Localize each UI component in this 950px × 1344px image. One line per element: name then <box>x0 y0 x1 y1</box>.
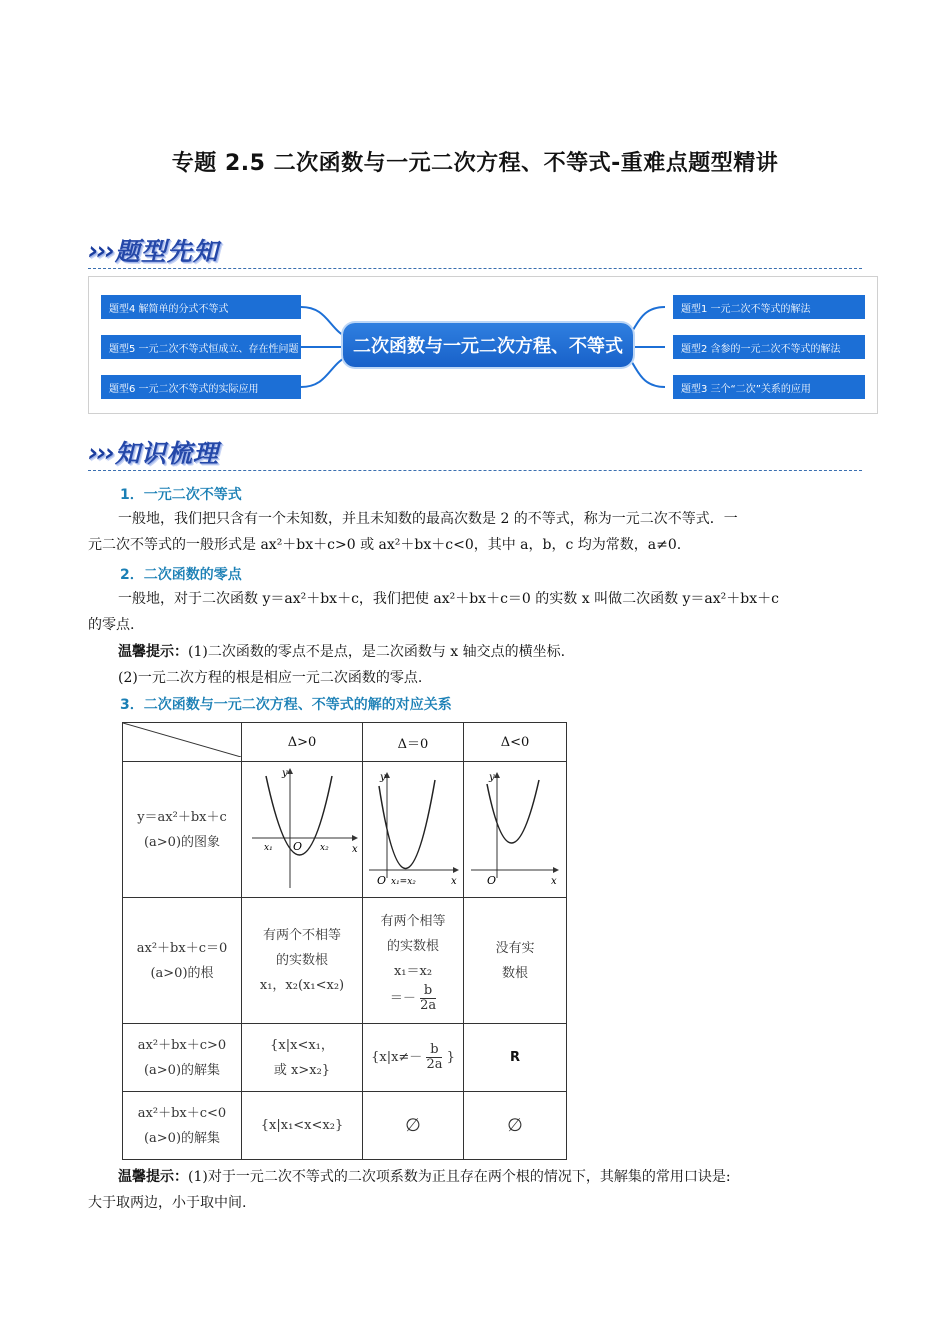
cell-line: 没有实 <box>495 940 535 956</box>
mind-map-node: 题型4 解简单的分式不等式 <box>101 295 301 319</box>
header-cell: Δ<0 <box>464 723 567 762</box>
root-label: x₁ <box>264 842 273 853</box>
mind-map <box>88 276 878 414</box>
tip <box>118 641 565 661</box>
relation-table <box>122 722 567 1160</box>
label-line: ax²＋bx＋c>0 <box>137 1037 227 1053</box>
cell-line <box>363 984 463 1013</box>
section-banner-knowledge <box>88 432 219 472</box>
divider <box>88 470 862 471</box>
label-line: (a>0)的根 <box>150 965 214 981</box>
mind-map-node: 题型5 一元二次不等式恒成立、存在性问题 <box>101 335 301 359</box>
origin-label: O <box>293 839 303 853</box>
banner-arrows: ››› <box>88 437 113 467</box>
mind-map-node: 题型1 一元二次不等式的解法 <box>673 295 865 319</box>
solution-cell: R <box>464 1024 567 1092</box>
diagonal-line <box>123 723 241 757</box>
roots-cell <box>464 898 567 1024</box>
label-line: ax²＋bx＋c＝0 <box>136 940 228 956</box>
axis-label: y <box>489 771 495 783</box>
solution-cell <box>363 1024 464 1092</box>
cell-line: 或 x>x₂} <box>273 1062 331 1078</box>
cell-line: 的实数根 <box>386 938 439 954</box>
cell-line: 数根 <box>501 965 528 981</box>
section-heading: 1．一元二次不等式 <box>120 487 242 503</box>
cell-line: 有两个相等 <box>380 913 446 929</box>
cell-line: x₁＝x₂ <box>393 963 433 979</box>
roots-cell <box>242 898 363 1024</box>
roots-cell <box>363 898 464 1024</box>
solution-cell <box>242 1024 363 1092</box>
cell-line: {x|x<x₁， <box>270 1037 334 1053</box>
mind-map-node: 题型6 一元二次不等式的实际应用 <box>101 375 301 399</box>
mind-map-node: 题型3 三个“二次”关系的应用 <box>673 375 865 399</box>
header-cell: Δ＝0 <box>363 723 464 762</box>
label-line: y＝ax²＋bx＋c <box>137 809 227 825</box>
minus-sign: ＝－ <box>389 990 416 1006</box>
mind-map-center: 二次函数与一元二次方程、不等式 <box>343 323 633 367</box>
tip-label: 温馨提示： <box>118 644 188 660</box>
diagonal-header-cell <box>123 723 242 762</box>
tip-text: 大于取两边，小于取中间. <box>88 1195 247 1211</box>
text-line: 一般地，我们把只含有一个未知数，并且未知数的最高次数是 2 的不等式，称为一元二次不等式．一 <box>118 511 738 527</box>
mind-map-node: 题型2 含参的一元二次不等式的解法 <box>673 335 865 359</box>
axis-label: y <box>380 771 386 783</box>
tip <box>118 1166 731 1186</box>
banner-label: 知识梳理 <box>114 439 219 468</box>
cell-line: 的实数根 <box>275 953 328 968</box>
text-line: 元二次不等式的一般形式是 ax²＋bx＋c>0 或 ax²＋bx＋c<0，其中 a，b，c 均为常数，a≠0. <box>88 537 682 553</box>
empty-set-cell: ∅ <box>464 1092 567 1160</box>
section-heading: 2．二次函数的零点 <box>120 567 242 583</box>
row-label <box>123 898 242 1024</box>
banner-arrows: ››› <box>88 235 113 265</box>
denominator: 2a <box>426 1057 443 1072</box>
axis-label: y <box>282 767 288 779</box>
set-prefix: {x|x≠－ <box>371 1050 423 1065</box>
banner-label: 题型先知 <box>114 237 219 266</box>
text-line: 的零点. <box>88 617 135 633</box>
tip-text: (1)二次函数的零点不是点，是二次函数与 x 轴交点的横坐标. <box>188 644 566 660</box>
cell-line: x₁，x₂(x₁<x₂) <box>259 978 345 993</box>
parabola-graph-one-root <box>365 764 461 892</box>
numerator: b <box>426 1043 442 1058</box>
label-line: (a>0)的解集 <box>143 1130 221 1146</box>
fraction <box>426 1043 442 1072</box>
section-banner-preview <box>88 230 219 270</box>
solution-cell: {x|x₁<x<x₂} <box>242 1092 363 1160</box>
set-suffix: } <box>446 1050 455 1065</box>
page-title: 专题 2.5 二次函数与一元二次方程、不等式-重难点题型精讲 <box>171 151 779 176</box>
row-label <box>123 762 242 898</box>
parabola-graph-two-roots <box>244 764 360 892</box>
axis-label: x <box>352 843 358 855</box>
paragraph <box>88 586 864 638</box>
label-line: ax²＋bx＋c<0 <box>137 1105 227 1121</box>
origin-label: O <box>487 873 497 887</box>
divider <box>88 268 862 269</box>
parabola-graph-no-root <box>467 764 563 892</box>
empty-set-cell: ∅ <box>363 1092 464 1160</box>
row-label <box>123 1024 242 1092</box>
cell-line: 有两个不相等 <box>262 928 341 943</box>
section-heading: 3．二次函数与一元二次方程、不等式的解的对应关系 <box>120 697 452 713</box>
tip-label: 温馨提示： <box>118 1169 188 1185</box>
label-line: (a>0)的解集 <box>143 1062 221 1078</box>
graph-cell <box>363 762 464 898</box>
denominator: 2a <box>420 997 437 1013</box>
label-line: (a>0)的图象 <box>143 834 221 850</box>
root-label: x₁=x₂ <box>391 876 416 887</box>
root-label: x₂ <box>320 842 329 853</box>
graph-cell <box>242 762 363 898</box>
numerator: b <box>420 984 436 999</box>
origin-label: O <box>377 873 387 887</box>
paragraph <box>88 506 864 558</box>
axis-label: x <box>451 875 457 887</box>
tip-text: (1)对于一元二次不等式的二次项系数为正且存在两个根的情况下，其解集的常用口诀是: <box>188 1169 731 1185</box>
graph-cell <box>464 762 567 898</box>
header-cell: Δ>0 <box>242 723 363 762</box>
row-label <box>123 1092 242 1160</box>
tip-text: (2)一元二次方程的根是相应一元二次函数的零点. <box>118 670 423 686</box>
text-line: 一般地，对于二次函数 y＝ax²＋bx＋c，我们把使 ax²＋bx＋c＝0 的实数 x 叫做二次函数 y＝ax²＋bx＋c <box>118 591 779 607</box>
fraction <box>420 984 436 1013</box>
axis-label: x <box>551 875 557 887</box>
